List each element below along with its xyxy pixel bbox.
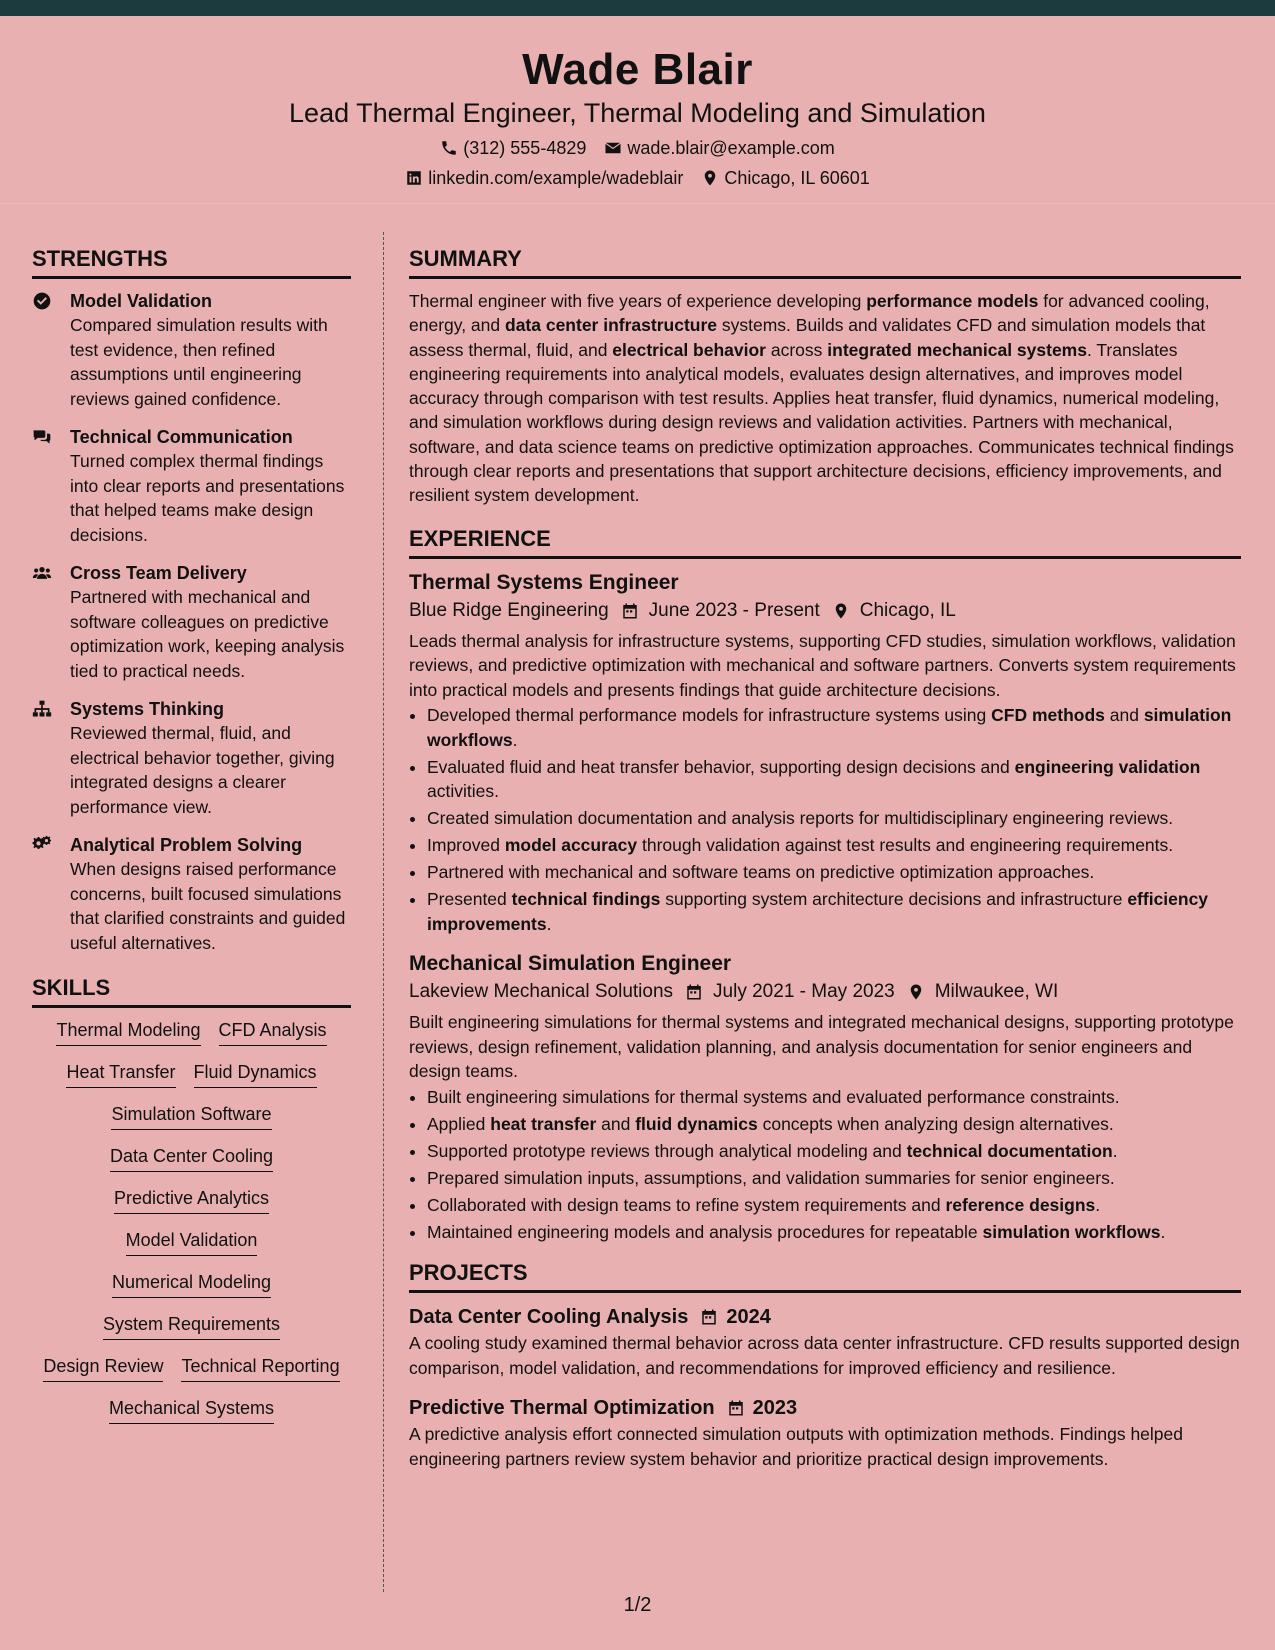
text-run: . bbox=[512, 729, 518, 750]
skill-tag: Technical Reporting bbox=[181, 1354, 339, 1382]
strength-item bbox=[32, 697, 351, 819]
bold-phrase: reference designs bbox=[945, 1194, 1096, 1215]
strength-body bbox=[70, 289, 351, 411]
contact-line-1 bbox=[0, 136, 1275, 160]
text-run: Collaborated with design teams to refine system requirements and bbox=[427, 1194, 946, 1215]
bold-phrase: model accuracy bbox=[504, 835, 638, 856]
strength-title: Cross Team Delivery bbox=[70, 563, 247, 583]
strength-icon-wrap bbox=[32, 561, 54, 683]
job-bullets bbox=[427, 1085, 1241, 1245]
skill-tag: Data Center Cooling bbox=[110, 1144, 273, 1172]
job-bullet bbox=[427, 833, 1241, 858]
project-year bbox=[700, 1303, 771, 1331]
right-column bbox=[409, 244, 1241, 1485]
summary-heading: SUMMARY bbox=[409, 244, 1241, 279]
strength-body bbox=[70, 561, 351, 683]
skills-row bbox=[32, 1018, 351, 1046]
map-pin-icon bbox=[832, 602, 850, 620]
contact-line-2 bbox=[0, 166, 1275, 190]
phone-text: (312) 555-4829 bbox=[463, 138, 587, 158]
strength-body bbox=[70, 697, 351, 819]
skills-row bbox=[32, 1312, 351, 1340]
check-circle-icon bbox=[32, 291, 52, 311]
text-run: Developed thermal performance models for infrastructure systems using bbox=[427, 705, 992, 726]
job-bullet bbox=[427, 1085, 1241, 1110]
top-accent-bar bbox=[0, 0, 1275, 16]
project-title bbox=[409, 1303, 1241, 1331]
contact-phone[interactable] bbox=[440, 136, 586, 160]
skills-row bbox=[32, 1144, 351, 1172]
text-run: Supported prototype reviews through analytical modeling and bbox=[427, 1140, 907, 1161]
job-bullets bbox=[427, 703, 1241, 936]
candidate-name: Wade Blair bbox=[522, 45, 753, 94]
skill-tag: Design Review bbox=[43, 1354, 163, 1382]
bold-phrase: performance models bbox=[866, 291, 1039, 311]
text-run: concepts when analyzing design alternatives. bbox=[757, 1113, 1114, 1134]
strength-item bbox=[32, 425, 351, 547]
projects-list bbox=[409, 1303, 1241, 1471]
job-description: Built engineering simulations for thermal systems and integrated mechanical designs, supporting prototype reviews, design refinement, validation planning, and analysis documentation for senior engineers and design teams. bbox=[409, 1012, 1234, 1082]
strength-body bbox=[70, 425, 351, 547]
job-dates-text: July 2021 - May 2023 bbox=[713, 981, 895, 1003]
strength-title: Systems Thinking bbox=[70, 699, 225, 719]
skills-heading: SKILLS bbox=[32, 973, 351, 1008]
skill-tag: Mechanical Systems bbox=[109, 1396, 274, 1424]
map-pin-icon bbox=[907, 983, 925, 1001]
linkedin-icon bbox=[405, 169, 423, 187]
strength-item bbox=[32, 561, 351, 683]
job-location-text: Chicago, IL bbox=[859, 599, 956, 621]
text-run: across bbox=[766, 339, 828, 360]
job-bullet bbox=[427, 1139, 1241, 1164]
project-name: Predictive Thermal Optimization bbox=[409, 1397, 715, 1420]
project-description: A predictive analysis effort connected simulation outputs with optimization methods. Findings helped engineering partners review system behavior and prioritize practical design improvements. bbox=[409, 1424, 1183, 1469]
projects-heading: PROJECTS bbox=[409, 1258, 1241, 1293]
envelope-icon bbox=[604, 139, 622, 157]
skills-row bbox=[32, 1354, 351, 1382]
email-text: wade.blair@example.com bbox=[627, 138, 835, 158]
text-run: through validation against test results and engineering requirements. bbox=[637, 835, 1174, 856]
skill-tag: Predictive Analytics bbox=[114, 1186, 269, 1214]
bold-phrase: data center infrastructure bbox=[505, 315, 718, 336]
bold-phrase: electrical behavior bbox=[612, 339, 766, 360]
bold-phrase: fluid dynamics bbox=[635, 1113, 758, 1134]
skills-row bbox=[32, 1060, 351, 1088]
skills-row bbox=[32, 1270, 351, 1298]
project-year-text: 2024 bbox=[726, 1306, 771, 1329]
job-location bbox=[907, 978, 1059, 1006]
job-dates bbox=[621, 597, 820, 625]
skills-row bbox=[32, 1186, 351, 1214]
text-run: Created simulation documentation and analysis reports for multidisciplinary engineering reviews. bbox=[427, 808, 1174, 829]
job-title: Thermal Systems Engineer bbox=[409, 570, 679, 594]
text-run: . bbox=[1160, 1221, 1166, 1242]
strength-icon-wrap bbox=[32, 697, 54, 819]
strength-body bbox=[70, 833, 351, 955]
skill-tag: Fluid Dynamics bbox=[194, 1060, 317, 1088]
skills-row bbox=[32, 1102, 351, 1130]
strength-icon-wrap bbox=[32, 289, 54, 411]
text-run: for advanced cooling, energy, and bbox=[409, 291, 1210, 336]
text-run: Applied bbox=[427, 1113, 491, 1134]
phone-icon bbox=[440, 139, 458, 157]
column-divider bbox=[383, 232, 384, 1592]
text-run: activities. bbox=[427, 781, 499, 802]
calendar-icon bbox=[727, 1399, 745, 1417]
text-run: . bbox=[1112, 1140, 1118, 1161]
strength-item bbox=[32, 289, 351, 411]
project-year bbox=[727, 1394, 798, 1422]
job-bullet bbox=[427, 755, 1241, 804]
strength-desc: Partnered with mechanical and software colleagues on predictive optimization work, keeping analysis tied to practical needs. bbox=[70, 587, 345, 681]
text-run: supporting system architecture decisions and infrastructure bbox=[660, 889, 1128, 910]
jobs-list bbox=[409, 569, 1241, 1245]
strength-desc: When designs raised performance concerns, built focused simulations that clarified constraints and guided useful alternatives. bbox=[70, 859, 346, 953]
text-run: Presented bbox=[427, 889, 512, 910]
job-bullet bbox=[427, 1193, 1241, 1218]
text-run: . Translates engineering requirements into analytical models, evaluates design alternatives, and improves model accuracy through comparison with test results. Applies heat transfer, fluid dynamics, numerical modeling, and simulation workflows during design reviews and validation activities. Partners with mechanical, software, and data science teams on predictive optimization approaches. Communicates technical findings through clear reports and presentations that support architecture decisions, efficiency improvements, and resilient system development. bbox=[409, 339, 1234, 506]
map-pin-icon bbox=[701, 169, 719, 187]
job-location bbox=[832, 597, 956, 625]
job-meta bbox=[409, 597, 1241, 625]
job-bullet bbox=[427, 1112, 1241, 1137]
text-run: Thermal engineer with five years of experience developing bbox=[409, 291, 867, 311]
project-title bbox=[409, 1394, 1241, 1422]
job-title: Mechanical Simulation Engineer bbox=[409, 952, 732, 976]
location-text: Chicago, IL 60601 bbox=[724, 168, 870, 188]
chat-bubbles-icon bbox=[32, 427, 52, 447]
job-company: Blue Ridge Engineering bbox=[409, 599, 609, 621]
contact-email[interactable] bbox=[604, 136, 834, 160]
skill-tag: System Requirements bbox=[103, 1312, 280, 1340]
text-run: Maintained engineering models and analysis procedures for repeatable bbox=[427, 1221, 983, 1242]
job-entry bbox=[409, 569, 1241, 937]
summary-text bbox=[409, 289, 1241, 508]
job-bullet bbox=[427, 1220, 1241, 1245]
text-run: and bbox=[596, 1113, 636, 1134]
calendar-icon bbox=[685, 983, 703, 1001]
job-dates bbox=[685, 978, 895, 1006]
bold-phrase: technical documentation bbox=[906, 1140, 1113, 1161]
contact-location bbox=[701, 166, 869, 190]
strength-item bbox=[32, 833, 351, 955]
job-description: Leads thermal analysis for infrastructure systems, supporting CFD studies, simulation workflows, validation reviews, and predictive optimization with mechanical and software partners. Converts system requirements into practical models and presents findings that guide architecture decisions. bbox=[409, 630, 1236, 700]
job-dates-text: June 2023 - Present bbox=[648, 599, 820, 621]
bold-phrase: engineering validation bbox=[1014, 756, 1201, 777]
project-name: Data Center Cooling Analysis bbox=[409, 1306, 689, 1329]
strengths-list bbox=[32, 289, 351, 955]
strength-desc: Compared simulation results with test evidence, then refined assumptions until engineering reviews gained confidence. bbox=[70, 315, 328, 409]
text-run: Prepared simulation inputs, assumptions, and validation summaries for senior engineers. bbox=[427, 1167, 1115, 1188]
strength-title: Analytical Problem Solving bbox=[70, 835, 303, 855]
bold-phrase: CFD methods bbox=[991, 705, 1105, 726]
gears-icon bbox=[32, 835, 52, 855]
strength-title: Model Validation bbox=[70, 291, 213, 311]
page-number: 1/2 bbox=[623, 1594, 652, 1616]
skills-list bbox=[32, 1018, 351, 1424]
text-run: Built engineering simulations for thermal systems and evaluated performance constraints. bbox=[427, 1086, 1120, 1107]
skill-tag: Numerical Modeling bbox=[112, 1270, 271, 1298]
job-bullet bbox=[427, 860, 1241, 885]
skills-row bbox=[32, 1396, 351, 1424]
strength-desc: Reviewed thermal, fluid, and electrical behavior together, giving integrated designs a clearer performance view. bbox=[70, 723, 335, 817]
text-run: . bbox=[546, 913, 552, 934]
text-run: and bbox=[1104, 705, 1144, 726]
experience-heading: EXPERIENCE bbox=[409, 524, 1241, 559]
sitemap-icon bbox=[32, 699, 52, 719]
calendar-icon bbox=[621, 602, 639, 620]
project-description: A cooling study examined thermal behavior across data center infrastructure. CFD results supported design comparison, model validation, and recommendations for improved efficiency and resilience. bbox=[409, 1333, 1240, 1378]
text-run: systems. Builds and validates CFD and simulation models that assess thermal, fluid, and bbox=[409, 315, 1206, 360]
candidate-title: Lead Thermal Engineer, Thermal Modeling and Simulation bbox=[289, 98, 986, 128]
strength-icon-wrap bbox=[32, 833, 54, 955]
text-run: Partnered with mechanical and software teams on predictive optimization approaches. bbox=[427, 862, 1095, 883]
bold-phrase: technical findings bbox=[511, 889, 661, 910]
users-icon bbox=[32, 563, 52, 583]
strengths-heading: STRENGTHS bbox=[32, 244, 351, 279]
bold-phrase: heat transfer bbox=[490, 1113, 597, 1134]
text-run: Improved bbox=[427, 835, 505, 856]
skill-tag: Model Validation bbox=[126, 1228, 258, 1256]
bold-phrase: simulation workflows bbox=[427, 705, 1232, 750]
calendar-icon bbox=[700, 1308, 718, 1326]
skill-tag: Heat Transfer bbox=[66, 1060, 175, 1088]
bold-phrase: integrated mechanical systems bbox=[827, 339, 1087, 360]
project-year-text: 2023 bbox=[752, 1397, 798, 1420]
linkedin-text: linkedin.com/example/wadeblair bbox=[428, 168, 684, 188]
skill-tag: Thermal Modeling bbox=[56, 1018, 200, 1046]
job-bullet bbox=[427, 1166, 1241, 1191]
bold-phrase: simulation workflows bbox=[982, 1221, 1161, 1242]
strength-title: Technical Communication bbox=[70, 427, 293, 447]
contact-linkedin[interactable] bbox=[405, 166, 683, 190]
left-column bbox=[32, 244, 351, 1438]
bold-phrase: efficiency improvements bbox=[427, 889, 1209, 934]
job-bullet bbox=[427, 887, 1241, 936]
skills-row bbox=[32, 1228, 351, 1256]
job-meta bbox=[409, 978, 1241, 1006]
job-bullet bbox=[427, 703, 1241, 752]
job-bullet bbox=[427, 806, 1241, 831]
job-entry bbox=[409, 950, 1241, 1244]
skill-tag: CFD Analysis bbox=[219, 1018, 327, 1046]
job-company: Lakeview Mechanical Solutions bbox=[409, 981, 674, 1003]
strength-desc: Turned complex thermal findings into clear reports and presentations that helped teams make design decisions. bbox=[70, 451, 345, 545]
text-run: Evaluated fluid and heat transfer behavior, supporting design decisions and bbox=[427, 756, 1015, 777]
resume-header bbox=[0, 16, 1275, 204]
text-run: . bbox=[1095, 1194, 1101, 1215]
strength-icon-wrap bbox=[32, 425, 54, 547]
skill-tag: Simulation Software bbox=[111, 1102, 271, 1130]
job-location-text: Milwaukee, WI bbox=[934, 981, 1059, 1003]
